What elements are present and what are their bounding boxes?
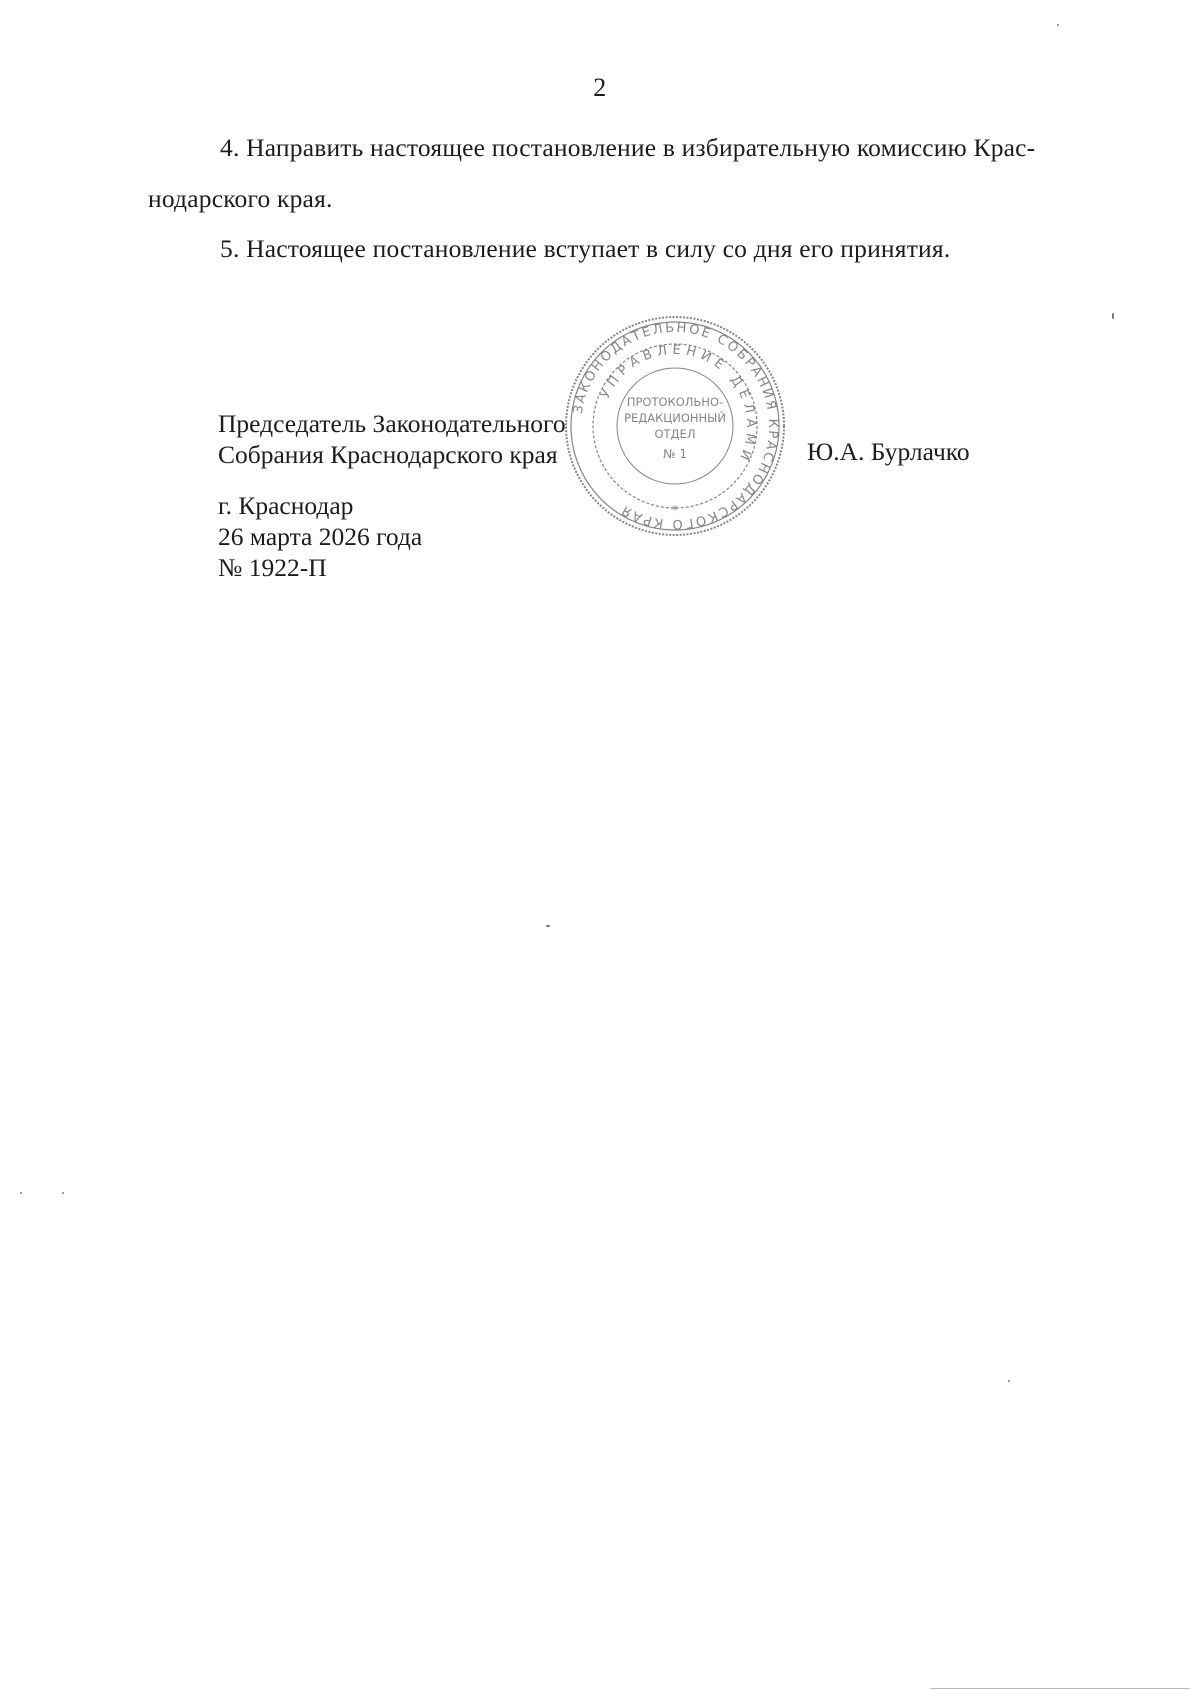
seal-star-icon: * (672, 503, 678, 517)
document-city: г. Краснодар (218, 491, 354, 520)
signatory-name: Ю.А. Бурлачко (807, 437, 970, 466)
scan-edge-line (930, 1688, 1190, 1689)
scan-speck (546, 925, 550, 927)
seal-center-line-4: № 1 (663, 447, 687, 461)
scan-speck (1112, 313, 1114, 319)
seal-center-line-1: ПРОТОКОЛЬНО- (626, 395, 724, 409)
paragraph-4-line-2: нодарского края. (148, 184, 333, 213)
scan-speck (20, 1192, 22, 1194)
paragraph-5-text: 5. Настоящее постановление вступает в силу со дня его принятия. (220, 234, 951, 263)
signatory-title-line-1: Председатель Законодательного (218, 409, 566, 438)
paragraph-4 (148, 122, 1108, 224)
paragraph-4-line-1: 4. Направить настоящее постановление в избирательную комиссию Крас- (220, 133, 1036, 162)
document-date: 26 марта 2026 года (218, 522, 423, 551)
official-seal (563, 314, 787, 538)
signatory-title-line-2: Собрания Краснодарского края (218, 440, 558, 469)
seal-center-line-2: РЕДАКЦИОННЫЙ (624, 411, 726, 425)
seal-center-line-3: ОТДЕЛ (654, 427, 696, 441)
scan-speck (1057, 24, 1059, 26)
paragraph-5 (148, 223, 1108, 274)
signatory-title (218, 408, 566, 470)
seal-inner-text: УПРАВЛЕНИЕ ДЕЛАМИ (597, 342, 759, 467)
page-number: 2 (593, 73, 607, 102)
seal-outer-text: ЗАКОНОДАТЕЛЬНОЕ СОБРАНИЯ КРАСНОДАРСКОГО КРАЯ (570, 320, 781, 532)
scan-speck (62, 1192, 64, 1194)
scan-speck (1008, 1380, 1010, 1382)
document-details (218, 490, 422, 583)
document-number: № 1922-П (218, 553, 327, 582)
